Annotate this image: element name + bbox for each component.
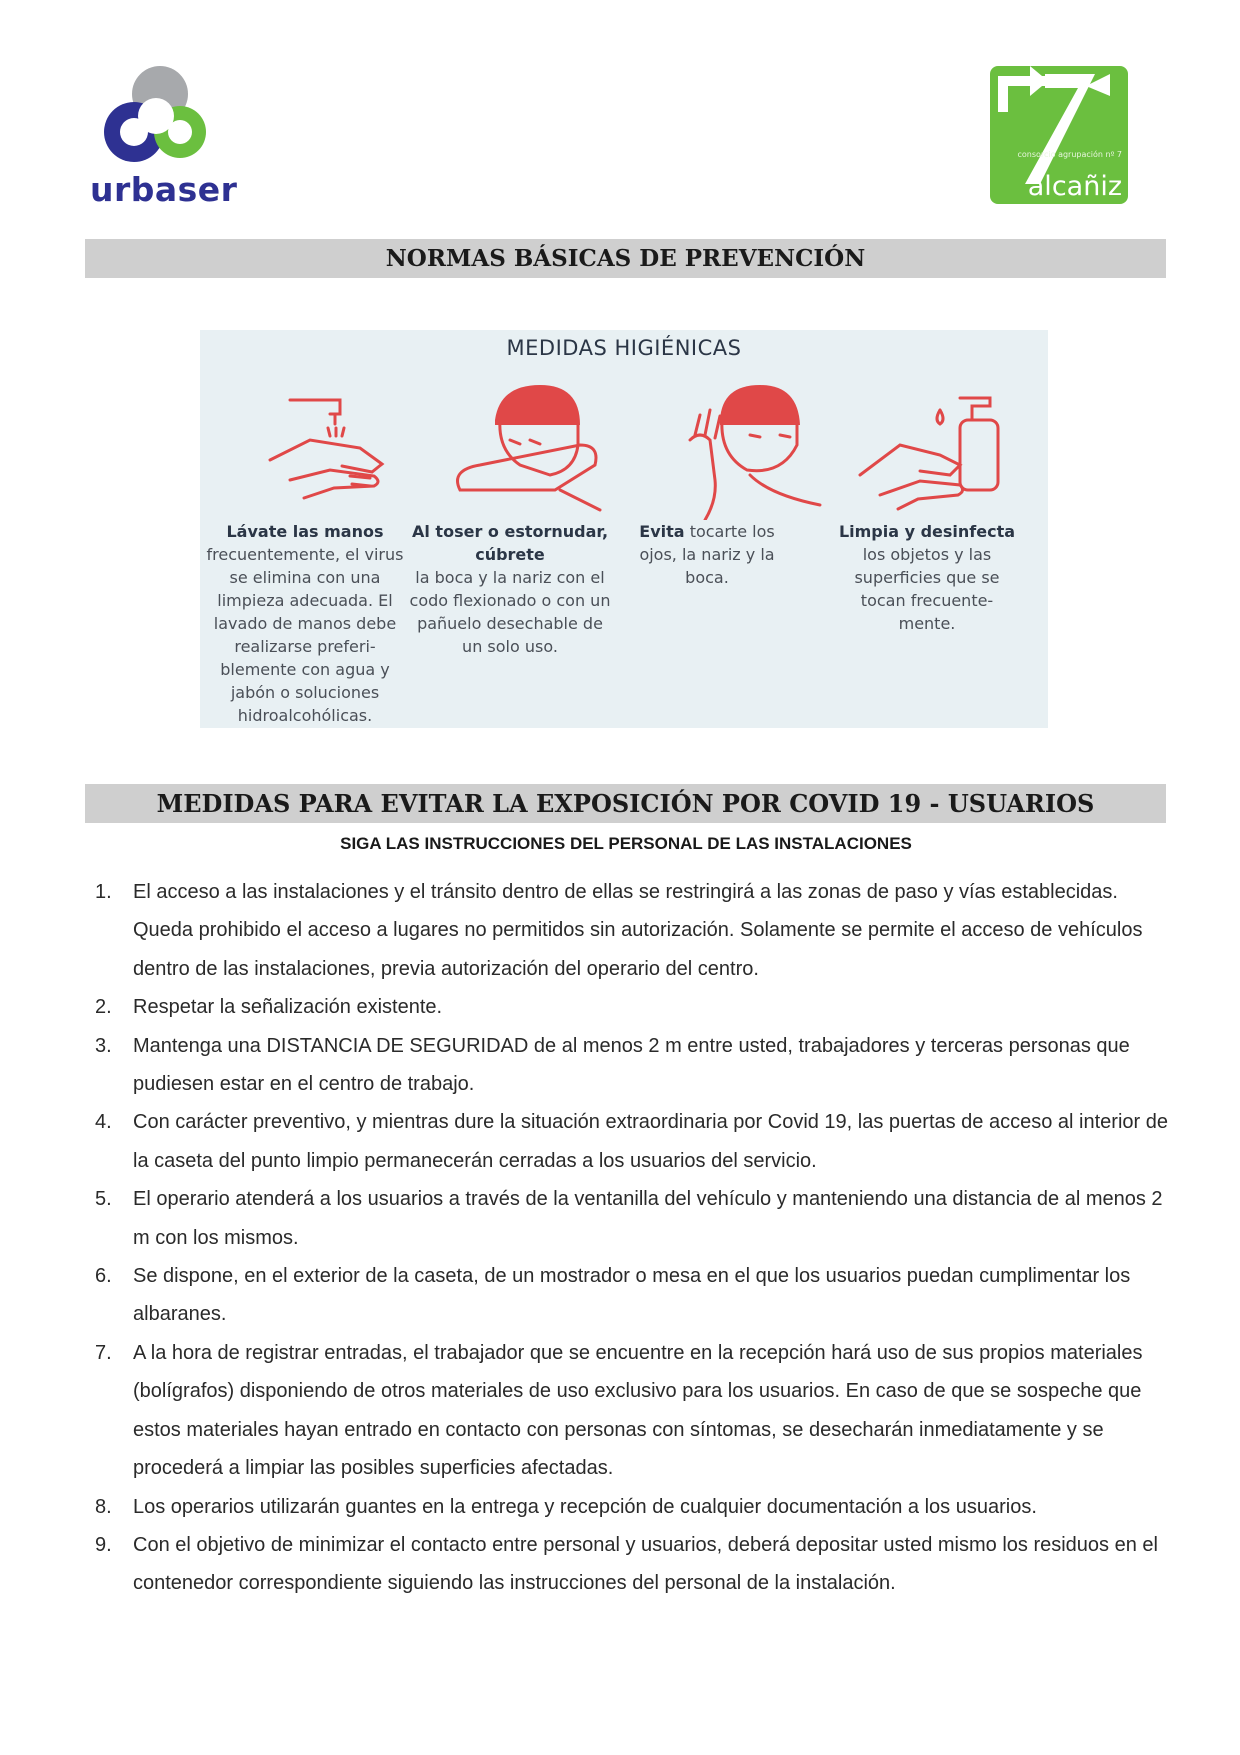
rule-item bbox=[88, 1027, 1168, 1104]
hygiene-item-text: tocarte los ojos, la nariz y la boca. bbox=[639, 522, 775, 587]
rule-number: 3. bbox=[95, 1034, 112, 1057]
hygiene-item-bold: Evita bbox=[639, 522, 685, 541]
rule-item bbox=[88, 1103, 1168, 1180]
rule-item bbox=[88, 1488, 1168, 1526]
rule-text: Mantenga una DISTANCIA DE SEGURIDAD de al menos 2 m entre usted, trabajadores y terceras personas que pudiesen estar en el centro de trabajo. bbox=[133, 1034, 1130, 1096]
hygiene-title: MEDIDAS HIGIÉNICAS bbox=[506, 336, 742, 360]
rule-item bbox=[88, 1180, 1168, 1257]
avoid-touching-face-icon bbox=[640, 380, 830, 520]
section-title-prevencion: NORMAS BÁSICAS DE PREVENCIÓN bbox=[85, 239, 1166, 278]
hygiene-item-text: los objetos y las superficies que se tocan frecuente- mente. bbox=[854, 545, 1000, 633]
hygiene-item-text: frecuentemente, el virus se elimina con una limpieza adecuada. El lavado de manos debe realizarse preferi- blemente con agua y jabón o soluciones hidroalcohólicas. bbox=[206, 545, 404, 725]
clean-disinfect-icon bbox=[840, 380, 1030, 520]
rule-text: El operario atenderá a los usuarios a través de la ventanilla del vehículo y manteniendo una distancia de al menos 2 m con los mismos. bbox=[133, 1188, 1163, 1249]
rule-text: El acceso a las instalaciones y el tránsito dentro de ellas se restringirá a las zonas de paso y vías establecidas. Queda prohibido el acceso a lugares no permitidos sin autorización. Solamente se permite el acceso de vehículos dentro de las instalaciones, previa autorización del operario del centro. bbox=[133, 881, 1143, 980]
rule-text: A la hora de registrar entradas, el trabajador que se encuentre en la recepción hará uso de sus propios materiales (bolígrafos) disponiendo de otros materiales de uso exclusivo para los usuarios. En caso de que se sospeche que estos materiales hayan entrado en contacto con personas con síntomas, se desecharán inmediatamente y se procederá a limpiar las posibles superficies afectadas. bbox=[133, 1341, 1143, 1480]
rule-text: Con el objetivo de minimizar el contacto entre personal y usuarios, deberá depositar usted mismo los residuos en el contenedor correspondiente siguiendo las instrucciones del personal de la instalación. bbox=[133, 1533, 1158, 1595]
rule-number: 9. bbox=[95, 1533, 112, 1556]
alcaniz-logo-subtext: consorcio agrupación nº 7 bbox=[1017, 150, 1122, 159]
rule-text: Los operarios utilizarán guantes en la entrega y recepción de cualquier documentación a los usuarios. bbox=[133, 1495, 1037, 1518]
section-title-covid: MEDIDAS PARA EVITAR LA EXPOSICIÓN POR COVID 19 - USUARIOS bbox=[85, 784, 1166, 823]
urbaser-logo-mark bbox=[90, 66, 210, 170]
urbaser-logo-text: urbaser bbox=[90, 170, 238, 209]
rule-text: Se dispone, en el exterior de la caseta, de un mostrador o mesa en el que los usuarios puedan cumplimentar los albaranes. bbox=[133, 1265, 1131, 1326]
rule-text: Respetar la señalización existente. bbox=[133, 996, 443, 1019]
cough-elbow-icon bbox=[440, 380, 630, 520]
rule-item bbox=[88, 1526, 1168, 1603]
rule-item bbox=[88, 988, 1168, 1026]
rule-number: 8. bbox=[95, 1495, 112, 1518]
section-subtitle: SIGA LAS INSTRUCCIONES DEL PERSONAL DE LAS INSTALACIONES bbox=[340, 834, 912, 853]
rule-text: Con carácter preventivo, y mientras dure la situación extraordinaria por Covid 19, las puertas de acceso al interior de la caseta del punto limpio permanecerán cerradas a los usuarios del servicio. bbox=[133, 1111, 1168, 1172]
hygiene-item-clean bbox=[832, 520, 1022, 635]
rule-number: 1. bbox=[95, 881, 112, 903]
hygiene-infographic bbox=[200, 330, 1048, 728]
hygiene-item-bold: Limpia y desinfecta bbox=[838, 522, 1016, 541]
hygiene-item-wash-hands bbox=[200, 520, 410, 727]
hygiene-item-bold: Lávate las manos bbox=[226, 522, 384, 541]
rule-number: 5. bbox=[95, 1188, 112, 1211]
rules-list bbox=[88, 873, 1168, 1603]
rule-item bbox=[88, 1257, 1168, 1334]
rule-number: 7. bbox=[95, 1341, 112, 1364]
alcaniz-logo bbox=[990, 66, 1128, 204]
rule-number: 4. bbox=[95, 1111, 112, 1134]
hand-washing-icon bbox=[240, 380, 430, 520]
hygiene-item-bold: Al toser o estornudar, cúbrete bbox=[411, 522, 609, 564]
hygiene-item-cough bbox=[405, 520, 615, 658]
hygiene-item-text: la boca y la nariz con el codo flexionado o con un pañuelo desechable de un solo uso. bbox=[409, 568, 611, 656]
rule-item bbox=[88, 873, 1168, 988]
rule-number: 2. bbox=[95, 996, 112, 1019]
hygiene-item-avoid-touching bbox=[632, 520, 782, 589]
rule-number: 6. bbox=[95, 1265, 112, 1288]
urbaser-logo bbox=[90, 66, 240, 209]
rule-item bbox=[88, 1334, 1168, 1488]
alcaniz-logo-text: alcañiz bbox=[1027, 171, 1122, 202]
